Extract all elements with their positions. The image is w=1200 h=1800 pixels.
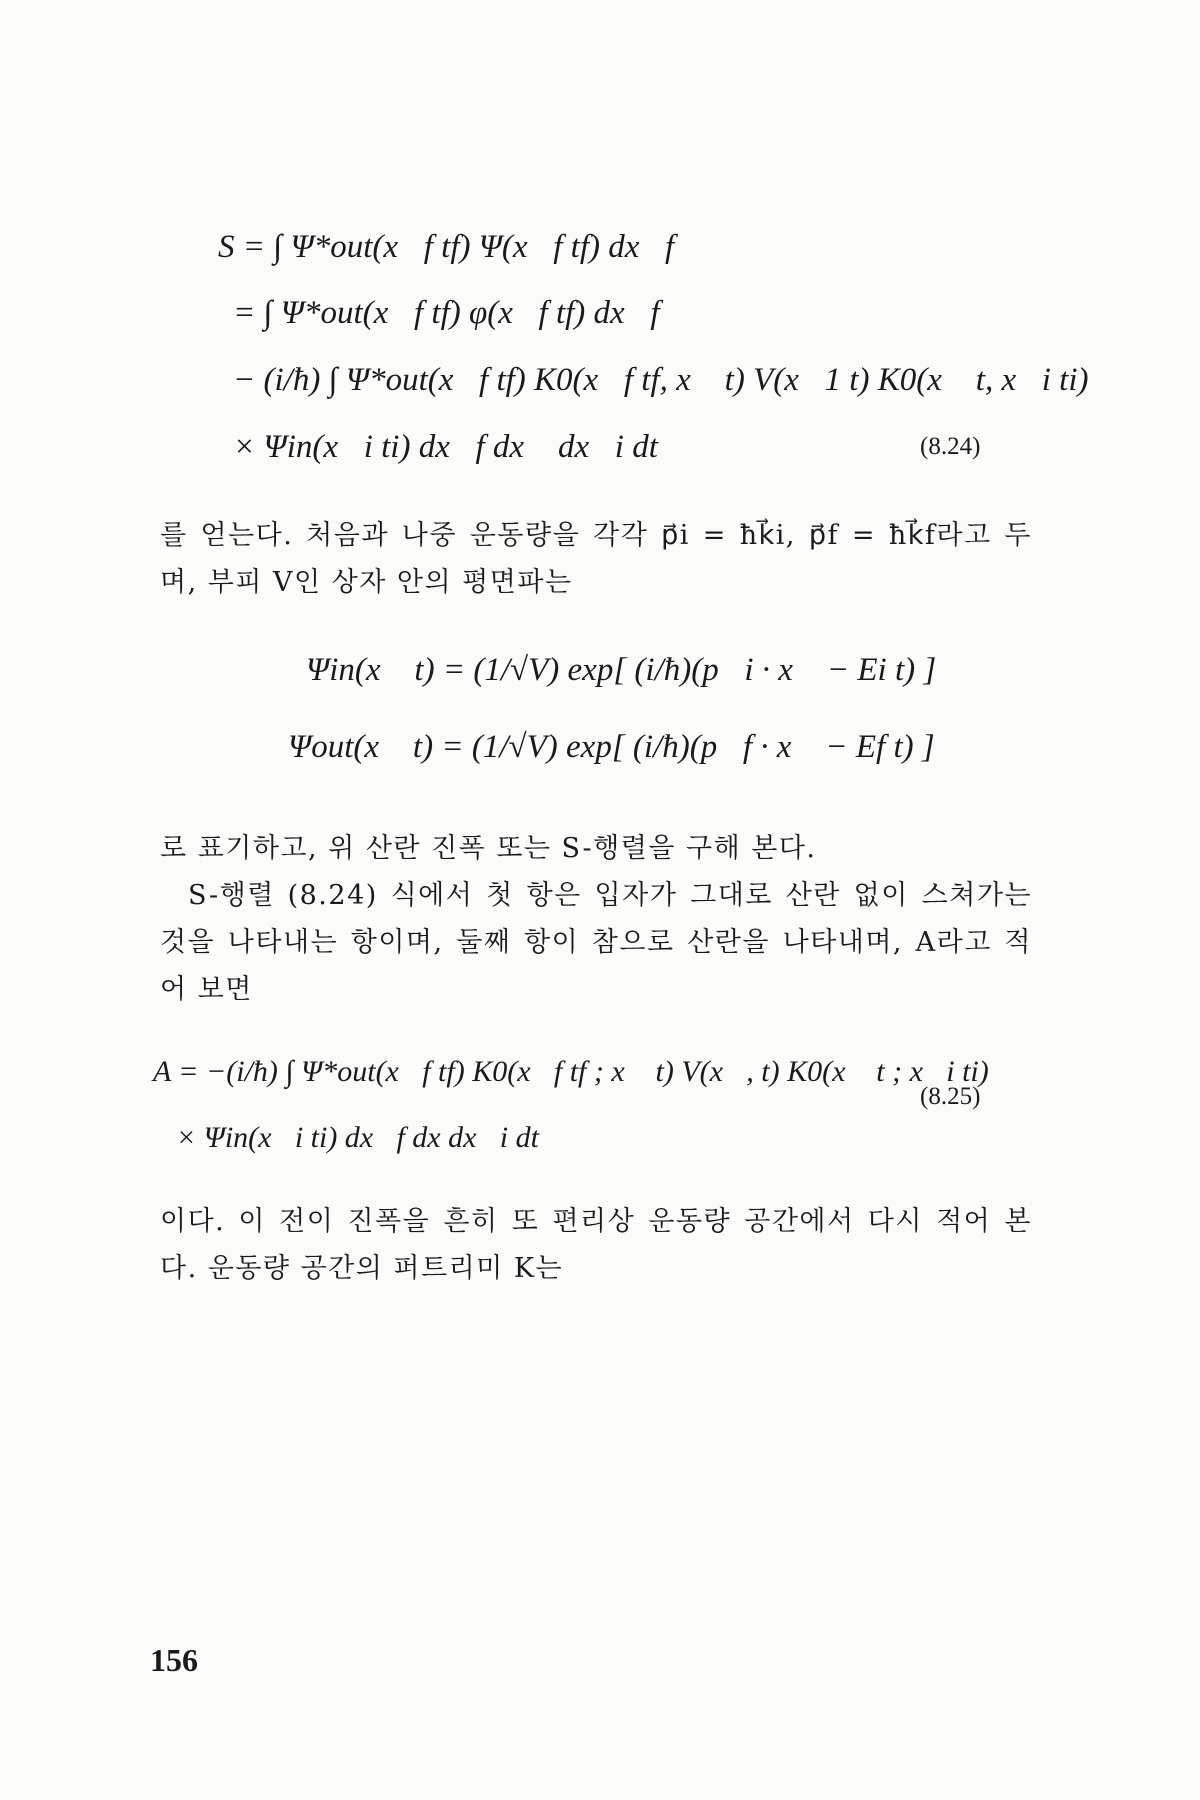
- paragraph-transition-amplitude: 이다. 이 전이 진폭을 흔히 또 편리상 운동량 공간에서 다시 적어 본다. 운동량 공간의 퍼트리미 K는: [160, 1206, 1032, 1284]
- equation-number-8-25: (8.25): [920, 1083, 981, 1110]
- equation-8-24-line-2: = ∫ Ψ*out(x⃗f tf) φ(x⃗f tf) dx⃗f: [233, 295, 660, 331]
- equation-8-25-line-1: A = −(i/ħ) ∫ Ψ*out(x⃗f tf) K0(x⃗f tf ; x⃗ t) V(x⃗, t) K0(x⃗ t ; x⃗i ti): [153, 1055, 989, 1088]
- paragraph-plane-wave-intro: 를 얻는다. 처음과 나중 운동량을 각각 p⃗i = ħk⃗i, p⃗f = ħk⃗f라고 두며, 부피 V인 상자 안의 평면파는: [160, 520, 1032, 598]
- paragraph-s-matrix-terms: S-행렬 (8.24) 식에서 첫 항은 입자가 그대로 산란 없이 스쳐가는 것을 나타내는 항이며, 둘째 항이 참으로 산란을 나타내며, A라고 적어 보면: [160, 880, 1032, 1005]
- equation-8-24-line-1: S = ∫ Ψ*out(x⃗f tf) Ψ(x⃗f tf) dx⃗f: [218, 229, 675, 265]
- equation-8-25-line-2: × Ψin(x⃗i ti) dx⃗f dx dx⃗i dt: [176, 1121, 539, 1154]
- equation-8-24-line-3: − (i/ħ) ∫ Ψ*out(x⃗f tf) K0(x⃗f tf, x⃗ t) V(x⃗1 t) K0(x⃗ t, x⃗i ti): [233, 362, 1089, 398]
- plane-wave-out: Ψout(x⃗ t) = (1/√V) exp[ (i/ħ)(p⃗f · x⃗ − Ef t) ]: [288, 729, 935, 765]
- plane-wave-in: Ψin(x⃗ t) = (1/√V) exp[ (i/ħ)(p⃗i · x⃗ − Ei t) ]: [306, 652, 937, 688]
- equation-number-8-24: (8.24): [920, 433, 981, 460]
- paragraph-s-matrix: 로 표기하고, 위 산란 진폭 또는 S-행렬을 구해 본다.: [160, 833, 817, 864]
- page-number: 156: [150, 1642, 198, 1678]
- equation-8-24-line-4: × Ψin(x⃗i ti) dx⃗f dx⃗ dx⃗i dt: [233, 429, 658, 465]
